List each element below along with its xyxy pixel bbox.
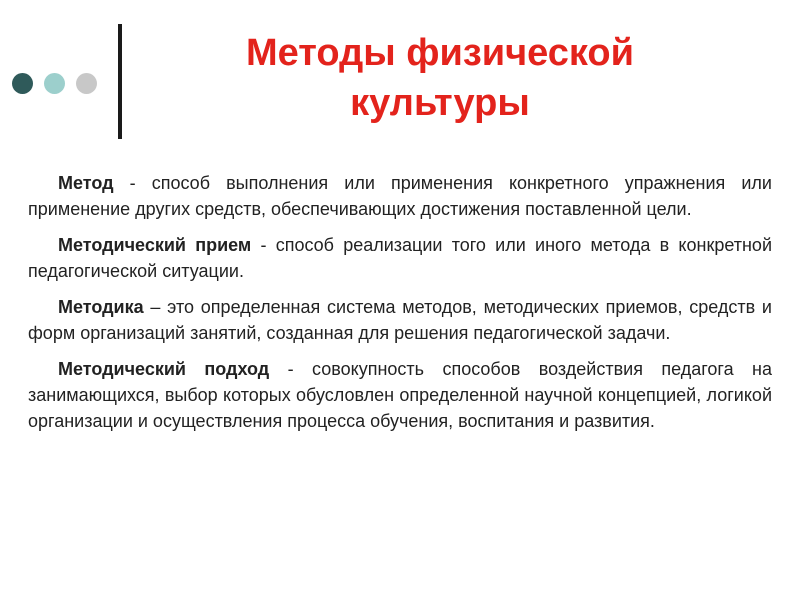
definition-term: Методика [58, 297, 144, 317]
definition-paragraph [28, 232, 772, 284]
definition-text: – это определенная система методов, методических приемов, средств и форм организаций занятий, созданная для решения педагогической задачи. [28, 297, 772, 343]
definition-paragraph [28, 294, 772, 346]
definition-term: Методический прием [58, 235, 252, 255]
title-line-1: Методы физической [245, 32, 634, 74]
title-line-2: культуры [350, 82, 530, 124]
definition-text: - способ выполнения или применения конкретного упражнения или применение других средств, обеспечивающих достижения поставленной цели. [28, 173, 772, 219]
vertical-divider [118, 24, 122, 139]
definition-text: - совокупность способов воздействия педагога на занимающихся, выбор которых обусловлен определенной научной концепцией, логикой организации и осуществления процесса обучения, воспитания и развития. [28, 359, 772, 431]
dot-gray-icon [76, 73, 97, 94]
definitions-body [28, 170, 772, 444]
definition-term: Методический подход [58, 359, 270, 379]
definition-paragraph [28, 356, 772, 434]
definition-term: Метод [58, 173, 114, 193]
dot-teal-icon [44, 73, 65, 94]
definition-text: - способ реализации того или иного метода в конкретной педагогической ситуации. [28, 235, 773, 281]
definition-paragraph [28, 170, 772, 222]
page-title [150, 28, 730, 128]
dot-dark-icon [12, 73, 33, 94]
decorative-dots [12, 73, 97, 94]
